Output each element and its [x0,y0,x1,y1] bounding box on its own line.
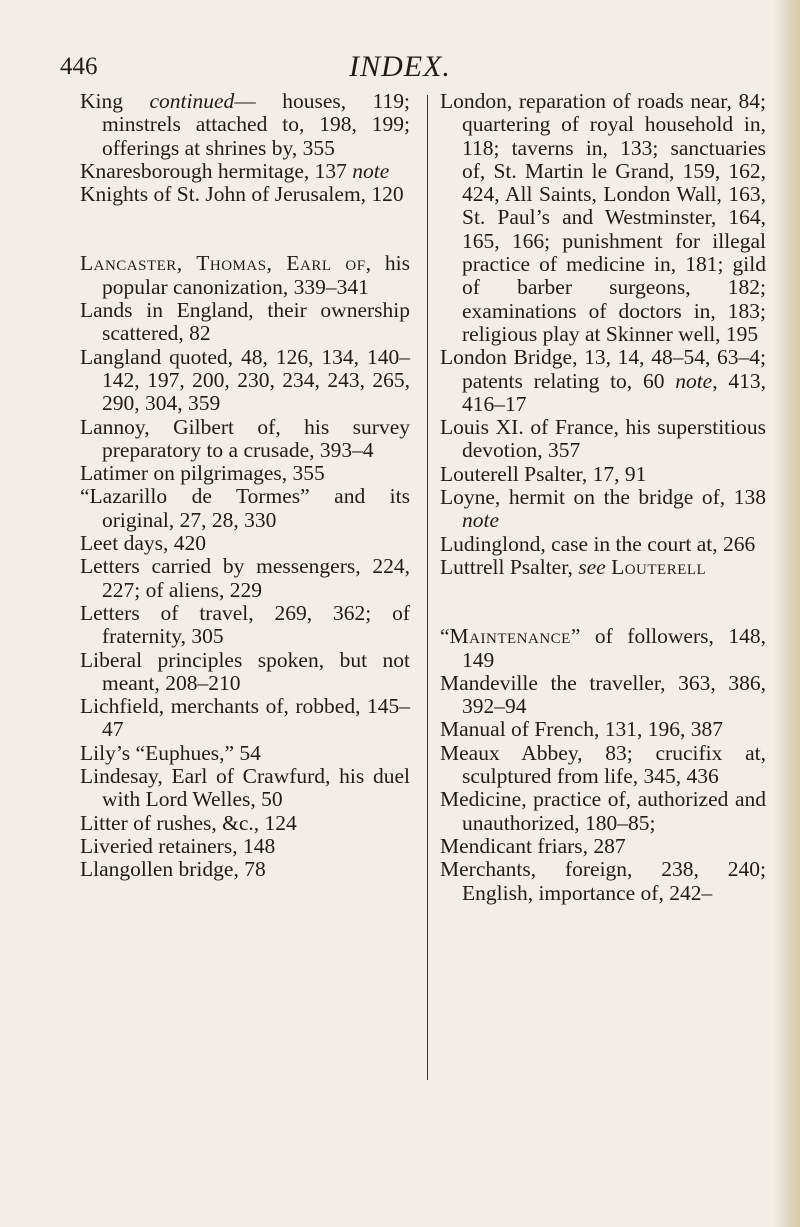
index-entry: King continued— houses, 119; minstrels attached to, 198, 199; offerings at shrines by, 355 [80,89,411,160]
index-entry: London Bridge, 13, 14, 48–54, 63–4; patents relating to, 60 note, 413, 416–17 [440,345,766,416]
index-entry: Lindesay, Earl of Crawfurd, his duel with Lord Welles, 50 [80,764,410,812]
index-entry: Louterell Psalter, 17, 91 [440,461,647,486]
index-entry: Lannoy, Gilbert of, his survey preparatory to a crusade, 393–4 [80,414,410,462]
index-column-left [80,90,410,882]
index-entry: Letters of travel, 269, 362; of fraternity, 305 [80,600,410,649]
index-entry: Lily’s “Euphues,” 54 [80,740,261,765]
index-entry: Manual of French, 131, 196, 387 [440,717,724,742]
column-divider [427,95,428,1080]
index-entry: Knaresborough hermitage, 137 note [80,158,390,183]
index-entry: Mendicant friars, 287 [440,833,626,858]
page-header [0,50,800,90]
index-entry: Leet days, 420 [80,531,206,556]
index-entry: Medicine, practice of, authorized and unauthorized, 180–85; [440,787,766,835]
index-entry: Lancaster, Thomas, Earl of, his popular canonization, 339–341 [80,251,410,299]
index-entry: “Lazarillo de Tormes” and its original, 27, 28, 330 [80,484,410,532]
index-entry: Merchants, foreign, 238, 240; English, importance of, 242– [440,857,766,905]
page-edge-shadow [774,0,800,1227]
index-entry: Latimer on pilgrimages, 355 [80,461,325,486]
index-entry: Litter of rushes, &c., 124 [80,810,297,835]
index-entry: Lichfield, merchants of, robbed, 145–47 [80,694,410,742]
index-entry: Loyne, hermit on the bridge of, 138 note [440,485,766,533]
index-entry: Liberal principles spoken, but not meant, 208–210 [80,647,410,695]
index-entry: Langland quoted, 48, 126, 134, 140–142, 197, 200, 230, 234, 243, 265, 290, 304, 359 [80,344,410,416]
index-entry: Llangollen bridge, 78 [80,857,266,882]
index-column-right [440,90,766,905]
index-entry: Luttrell Psalter, see Louterell [440,554,707,579]
index-entry: Knights of St. John of Jerusalem, 120 [80,182,404,207]
index-entry: Louis XI. of France, his superstitious devotion, 357 [440,415,766,463]
page-number: 446 [60,53,98,80]
index-entry: Lands in England, their ownership scattered, 82 [80,298,410,346]
running-head: INDEX. [349,50,451,83]
index-entry: Mandeville the traveller, 363, 386, 392–94 [440,670,766,719]
index-entry: Letters carried by messengers, 224, 227; of aliens, 229 [80,554,410,602]
index-entry: Ludinglond, case in the court at, 266 [440,531,756,556]
index-entry: Meaux Abbey, 83; crucifix at, sculptured from life, 345, 436 [440,740,766,789]
index-entry: Liveried retainers, 148 [80,833,276,858]
index-entry: London, reparation of roads near, 84; quartering of royal household in, 118; taverns in, 133; sanctuaries of, St. Martin le Grand, 159, 162, 424, All Saints, London Wall, 163, St. Paul’s and Westminster, 164, 165, 166; punishment for illegal practice of medicine in, 181; gild of barber surgeons, 182; examinations of doctors in, 183; religious play at Skinner well, 195 [440,89,766,346]
index-entry: “Maintenance” of followers, 148, 149 [440,624,766,672]
